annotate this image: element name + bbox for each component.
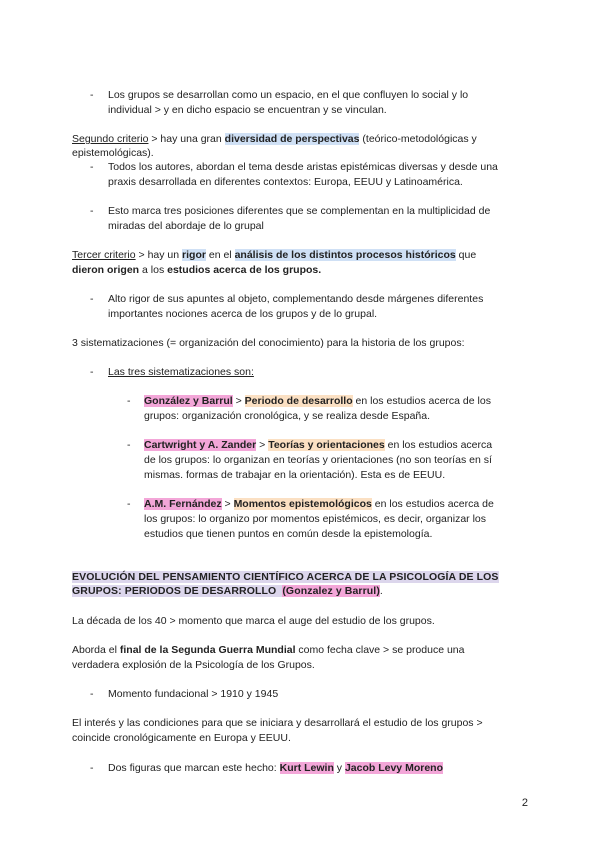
highlight-analisis: análisis de los distintos procesos históricos [234, 249, 456, 261]
text-line: praxis desarrollada en diferentes contextos: Europa, EEUU y Latinoamérica. [108, 176, 463, 188]
text: a los [139, 264, 168, 276]
text-line: individual > y en dicho espacio se encuentran y se vinculan. [108, 104, 387, 116]
tercer-criterio-line-2 [72, 264, 321, 277]
bullet-dash: - [90, 293, 94, 305]
bullet-dash: - [127, 439, 131, 451]
author-highlight: Jacob Levy Moreno [344, 762, 443, 774]
page-number: 2 [521, 797, 528, 809]
sistematizacion-item-1 [144, 395, 491, 408]
text-line: coincide cronológicamente en Europa y EEUU. [72, 732, 291, 744]
author-highlight: Kurt Lewin [279, 762, 334, 774]
text-line: grupos: organización cronológica, y se realiza desde España. [144, 410, 431, 422]
bullet-dash: - [90, 89, 94, 101]
topic-highlight: Teorías y orientaciones [268, 439, 385, 451]
text: > [256, 439, 269, 451]
text: . [379, 585, 383, 597]
figuras-line [108, 762, 443, 775]
tercer-criterio-line [72, 249, 476, 262]
heading-line-2: GRUPOS: PERIODOS DE DESARROLLO [72, 585, 277, 597]
text-line: importantes nociones acerca de los grupos y de lo grupal. [108, 308, 378, 320]
text-line: epistemológicas). [72, 147, 154, 159]
bullet-dash: - [90, 161, 94, 173]
text-line: 3 sistematizaciones (= organización del conocimiento) para la historia de los grupos: [72, 337, 465, 349]
text-line: mismas. formas de trabajar en la orientación). Esta es de EEUU. [144, 469, 446, 481]
sistematizacion-item-3 [144, 498, 494, 511]
bullet-dash: - [90, 688, 94, 700]
bold-text: final de la Segunda Guerra Mundial [119, 644, 296, 656]
text: Dos figuras que marcan este hecho: [108, 762, 280, 774]
text: > hay una gran [148, 133, 225, 145]
text: > [232, 395, 245, 407]
section-heading [72, 571, 499, 584]
text-line: Los grupos se desarrollan como un espacio, en el que confluyen lo social y lo [108, 89, 469, 101]
bold-text: dieron origen [72, 264, 140, 276]
text-line: La década de los 40 > momento que marca el auge del estudio de los grupos. [72, 615, 435, 627]
bullet-dash: - [90, 762, 94, 774]
author-highlight: A.M. Fernández [144, 498, 222, 510]
bold-text: estudios acerca de los grupos. [167, 264, 322, 276]
bullet-dash: - [127, 498, 131, 510]
bullet-dash: - [90, 366, 94, 378]
text-line: El interés y las condiciones para que se iniciara y desarrollará el estudio de los grupos > [72, 717, 483, 729]
segundo-criterio-label: Segundo criterio [72, 133, 149, 145]
text-line: estudios que tienen puntos en común desde la epistemología. [144, 528, 433, 540]
topic-highlight: Periodo de desarrollo [244, 395, 353, 407]
text-line: Esto marca tres posiciones diferentes que se complementan en la multiplicidad de [108, 205, 491, 217]
text: en los estudios acerca de [371, 498, 494, 510]
text: como fecha clave > se produce una [295, 644, 465, 656]
text: y [333, 762, 345, 774]
highlight-diversidad: diversidad de perspectivas [224, 133, 360, 145]
highlight-rigor: rigor [182, 249, 206, 261]
text: en los estudios acerca [384, 439, 493, 451]
text: (teórico-metodológicas y [359, 133, 477, 145]
text: Aborda el [72, 644, 120, 656]
text: > hay un [135, 249, 183, 261]
author-highlight: (Gonzalez y Barrul) [282, 585, 380, 597]
text: > [221, 498, 234, 510]
section-heading-2 [72, 585, 383, 598]
text-line: Momento fundacional > 1910 y 1945 [108, 688, 279, 700]
text-line: Alto rigor de sus apuntes al objeto, complementando desde márgenes diferentes [108, 293, 484, 305]
bullet-dash: - [90, 205, 94, 217]
sub-label: Las tres sistematizaciones son: [108, 366, 254, 378]
author-highlight: González y Barrul [144, 395, 233, 407]
text-line: miradas del abordaje de lo grupal [108, 220, 264, 232]
author-highlight: Cartwright y A. Zander [144, 439, 257, 451]
segundo-criterio-line [72, 133, 477, 146]
subheading-underlined [108, 366, 254, 379]
text-line: verdadera explosión de la Psicología de los Grupos. [72, 659, 315, 671]
bullet-dash: - [127, 395, 131, 407]
aborda-line [72, 644, 464, 657]
text: en el [205, 249, 235, 261]
tercer-criterio-label: Tercer criterio [72, 249, 136, 261]
text: que [455, 249, 477, 261]
text: en los estudios acerca de los [352, 395, 491, 407]
text-line: Todos los autores, abordan el tema desde aristas epistémicas diversas y desde una [108, 161, 498, 173]
sistematizacion-item-2 [144, 439, 492, 452]
text-line: los grupos: lo organizo por momentos epistémicos, es decir, organizar los [144, 513, 486, 525]
heading-line-1: EVOLUCIÓN DEL PENSAMIENTO CIENTÍFICO ACERCA DE LA PSICOLOGÍA DE LOS [72, 571, 499, 583]
topic-highlight: Momentos epistemológicos [233, 498, 372, 510]
text-line: de los grupos: lo organizan en teorías y orientaciones (no son teorías en sí [144, 454, 492, 466]
